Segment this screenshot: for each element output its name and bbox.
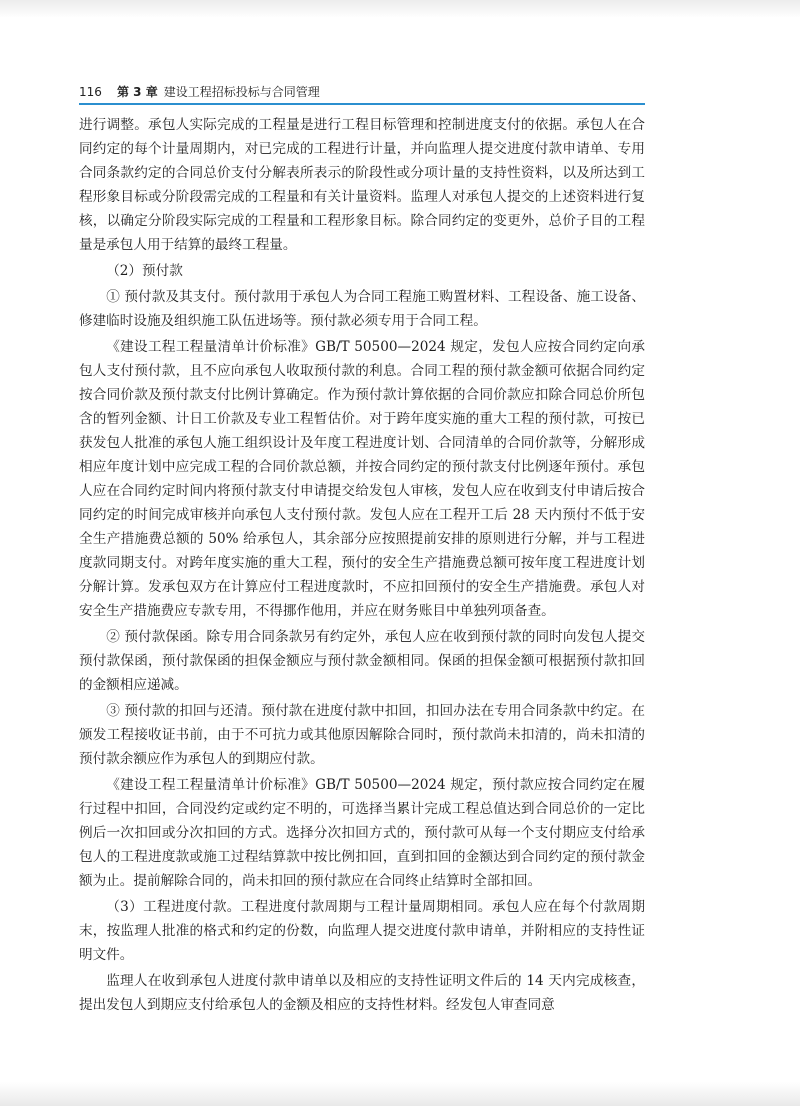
paragraph: 进行调整。承包人实际完成的工程量是进行工程目标管理和控制进度支付的依据。承包人在合同约定的每个计量周期内，对已完成的工程进行计量，并向监理人提交进度付款申请单、专用合同条款约定的合同总价支付分解表所表示的阶段性或分项计量的支持性资料，以及所达到工程形象目标或分阶段需完成的工程量和有关计量资料。监理人对承包人提交的上述资料进行复核，以确定分阶段实际完成的工程量和工程形象目标。除合同约定的变更外，总价子目的工程量是承包人用于结算的最终工程量。 bbox=[79, 117, 645, 253]
chapter-label: 第 3 章 bbox=[117, 85, 158, 99]
paragraph: 监理人在收到承包人进度付款申请单以及相应的支持性证明文件后的 14 天内完成核查，提出发包人到期应支付给承包人的金额及相应的支持性材料。经发包人审查同意 bbox=[79, 973, 645, 1013]
scan-bottom-edge bbox=[0, 1082, 800, 1106]
paragraph: ② 预付款保函。除专用合同条款另有约定外，承包人应在收到预付款的同时向发包人提交预付款保函，预付款保函的担保金额应与预付款金额相同。保函的担保金额可根据预付款扣回的金额相应递减。 bbox=[79, 629, 645, 693]
body-text bbox=[79, 113, 645, 1019]
paragraph: （2）预付款 bbox=[106, 263, 183, 279]
page-number: 116 bbox=[79, 85, 102, 99]
scan-top-edge bbox=[0, 0, 800, 18]
paragraph: 《建设工程工程量清单计价标准》GB/T 50500—2024 规定，发包人应按合同约定向承包人支付预付款，且不应向承包人收取预付款的利息。合同工程的预付款金额可依据合同约定按合同价款及预付款支付比例计算确定。作为预付款计算依据的合同价款应扣除合同总价所包含的暂列金额、计日工价款及专业工程暂估价。对于跨年度实施的重大工程的预付款，可按已获发包人批准的承包人施工组织设计及年度工程进度计划、合同清单的合同价款等，分解形成相应年度计划中应完成工程的合同价款总额，并按合同约定的预付款支付比例逐年预付。承包人应在合同约定时间内将预付款支付申请提交给发包人审核，发包人应在收到支付申请后按合同约定的时间完成审核并向承包人支付预付款。发包人应在工程开工后 28 天内预付不低于安全生产措施费总额的 50% 给承包人，其余部分应按照提前安排的原则进行分解，并与工程进度款同期支付。对跨年度实施的重大工程，预付的安全生产措施费总额可按年度工程进度计划分解计算。发承包双方在计算应付工程进度款时，不应扣回预付的安全生产措施费。承包人对安全生产措施费应专款专用，不得挪作他用，并应在财务账目中单独列项备查。 bbox=[79, 339, 645, 619]
chapter-title: 建设工程招标投标与合同管理 bbox=[163, 85, 320, 99]
paragraph: 《建设工程工程量清单计价标准》GB/T 50500—2024 规定，预付款应按合同约定在履行过程中扣回，合同没约定或约定不明的，可选择当累计完成工程总值达到合同总价的一定比例后一次扣回或分次扣回的方式。选择分次扣回方式的，预付款可从每一个支付期应支付给承包人的工程进度款或施工过程结算款中按比例扣回，直到扣回的金额达到合同约定的预付款金额为止。提前解除合同的，尚未扣回的预付款应在合同终止结算时全部扣回。 bbox=[79, 777, 645, 889]
header-rule bbox=[79, 103, 645, 105]
paragraph: ① 预付款及其支付。预付款用于承包人为合同工程施工购置材料、工程设备、施工设备、修建临时设施及组织施工队伍进场等。预付款必须专用于合同工程。 bbox=[79, 289, 645, 329]
running-header bbox=[79, 84, 645, 104]
paragraph: ③ 预付款的扣回与还清。预付款在进度付款中扣回，扣回办法在专用合同条款中约定。在颁发工程接收证书前，由于不可抗力或其他原因解除合同时，预付款尚未扣清的，尚未扣清的预付款余额应作为承包人的到期应付款。 bbox=[79, 703, 645, 767]
paragraph: （3）工程进度付款。工程进度付款周期与工程计量周期相同。承包人应在每个付款周期末，按监理人批准的格式和约定的份数，向监理人提交进度付款申请单，并附相应的支持性证明文件。 bbox=[79, 899, 645, 963]
